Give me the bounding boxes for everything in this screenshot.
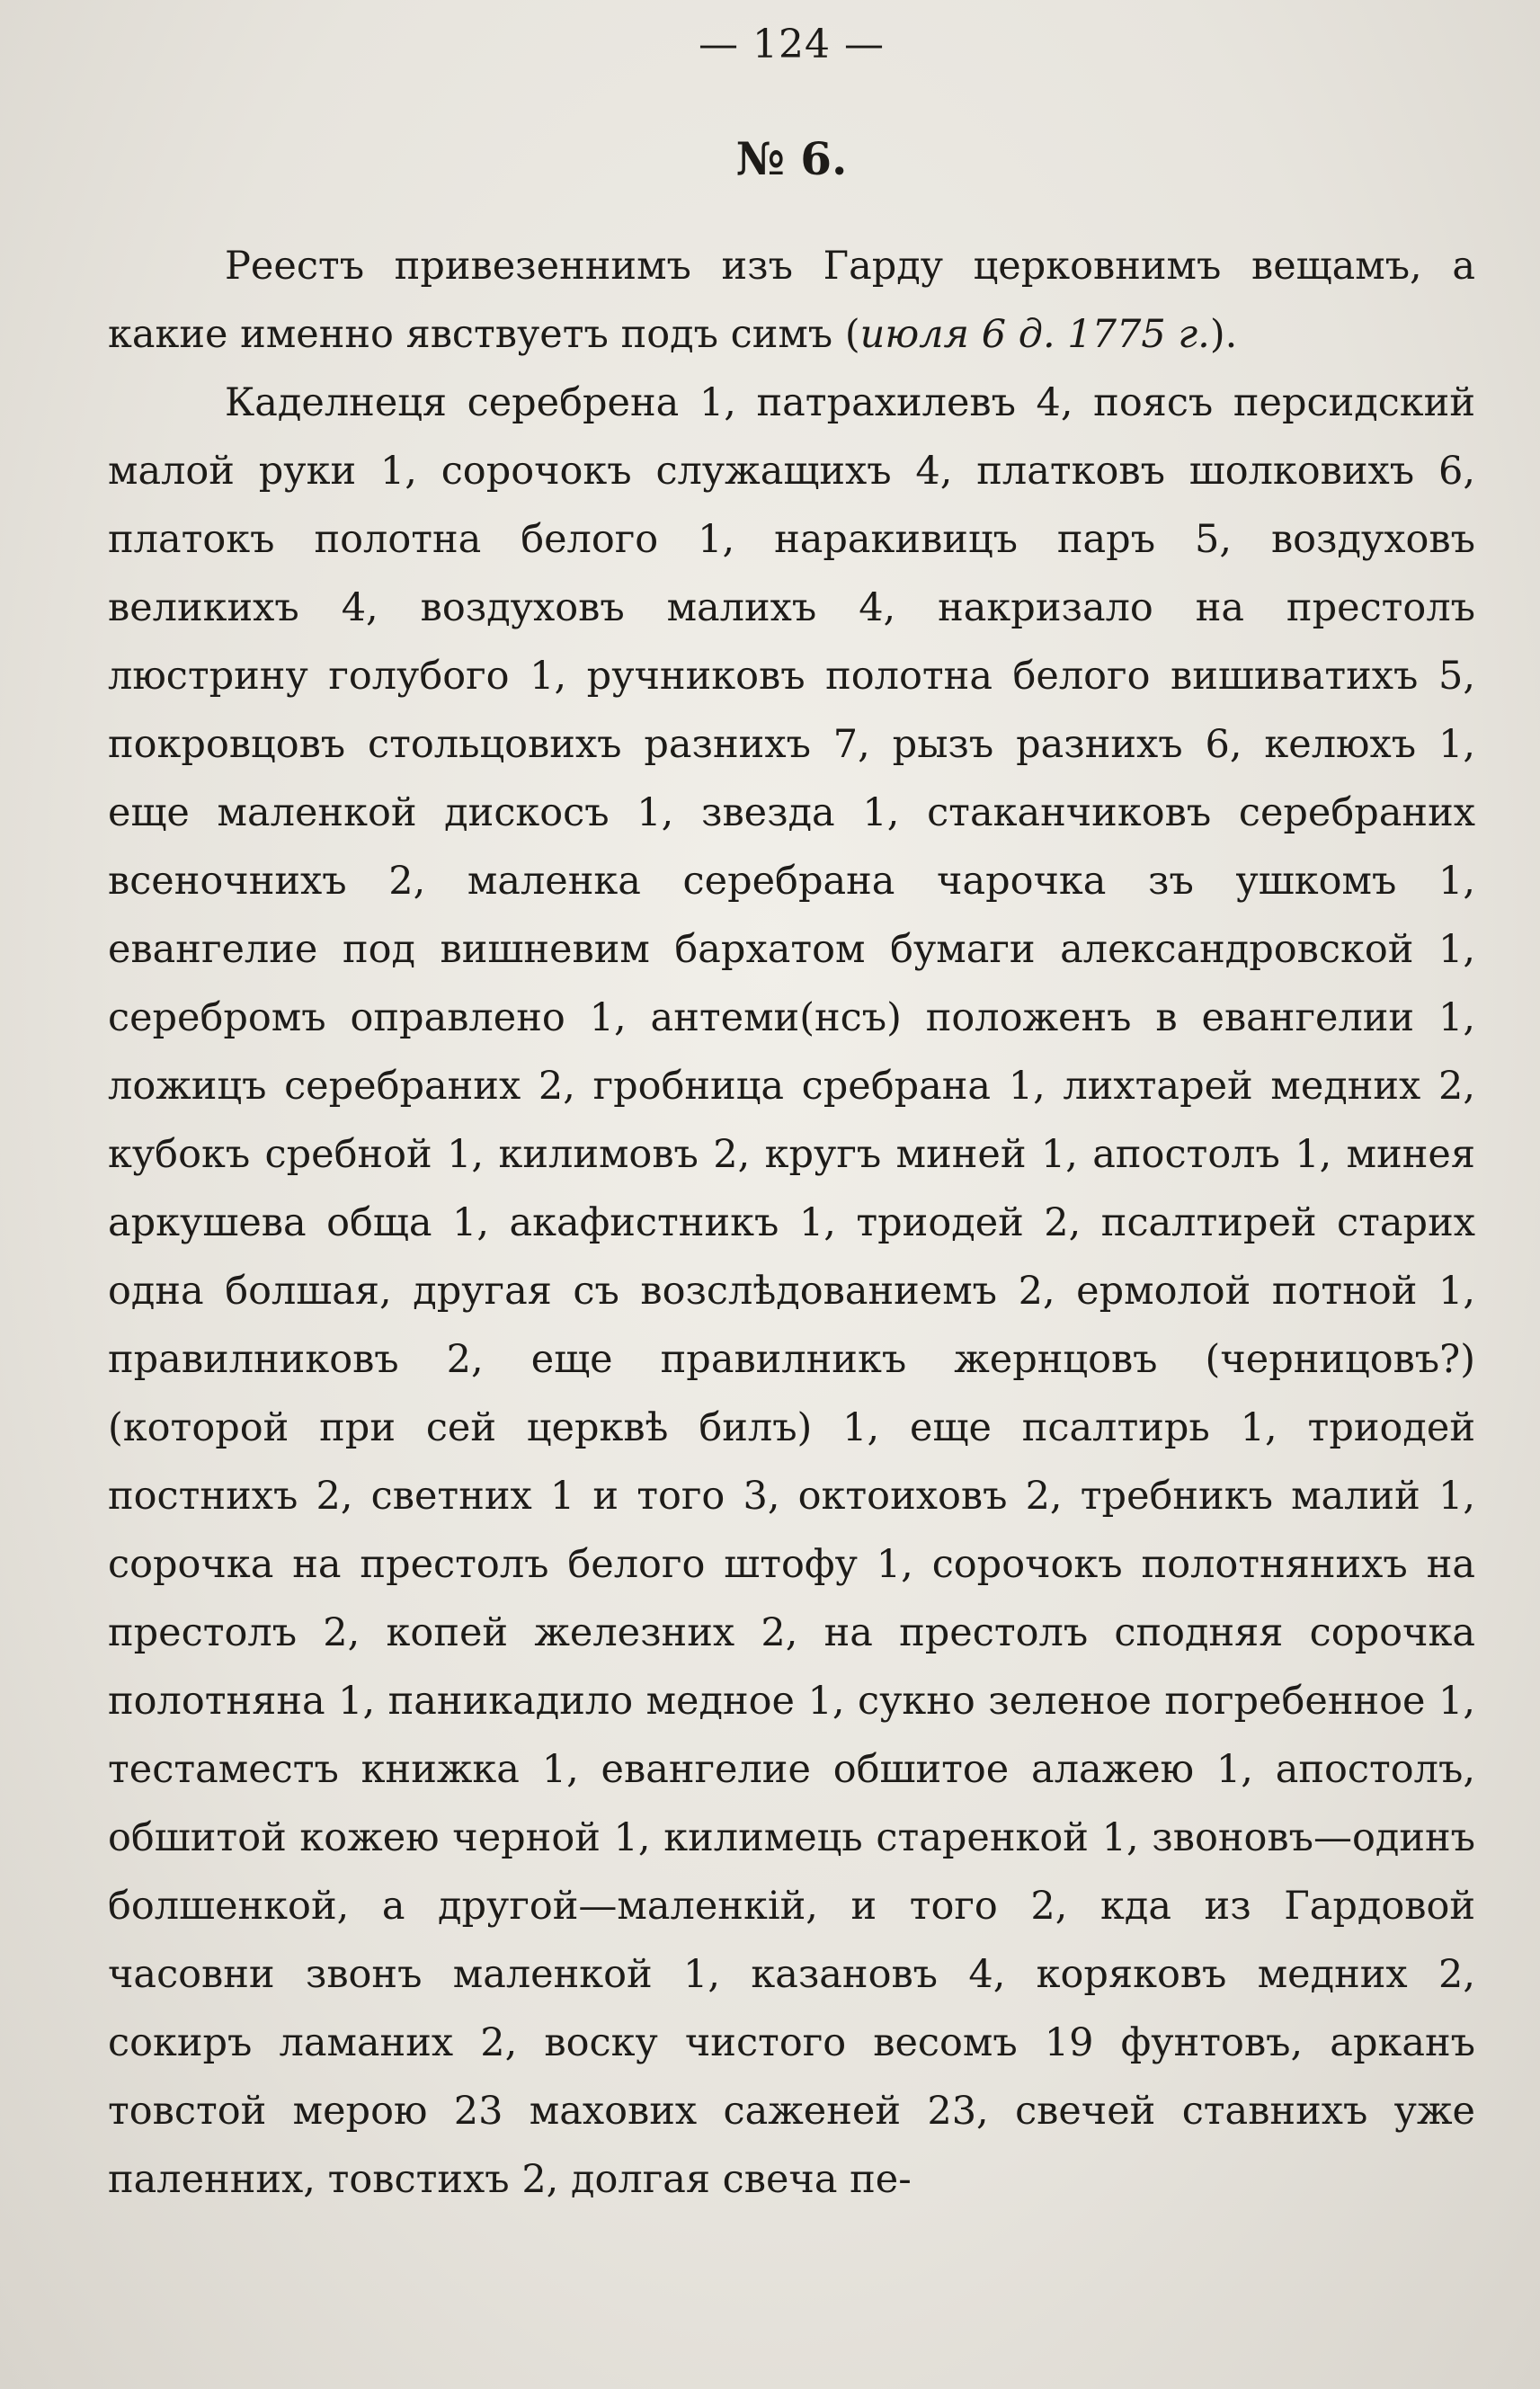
document-body xyxy=(108,232,1475,2214)
register-heading-close: ). xyxy=(1209,312,1238,357)
document-number: № 6. xyxy=(735,132,848,185)
register-heading-text: Реестъ привезеннимъ изъ Гарду церковнимъ вещамъ, а какие именно явствуетъ подъ симъ ( xyxy=(108,244,1475,357)
page-number: — 124 — xyxy=(699,22,885,67)
register-date: июля 6 д. 1775 г. xyxy=(859,312,1210,357)
inventory-paragraph: Каделнеця серебрена 1, патрахилевъ 4, поясъ персидский малой руки 1, сорочокъ служащихъ 4, платковъ шолковихъ 6, платокъ полотна белого 1, наракивицъ паръ 5, воздуховъ великихъ 4, воздуховъ малихъ 4, накризало на престолъ люстрину голубого 1, ручниковъ полотна белого вишиватихъ 5, покровцовъ стольцовихъ разнихъ 7, рызъ разнихъ 6, келюхъ 1, еще маленкой дискосъ 1, звезда 1, стаканчиковъ серебраних всеночнихъ 2, маленка серебрана чарочка зъ ушкомъ 1, евангелие под вишневим бархатом бумаги александровской 1, серебромъ оправлено 1, антеми(нсъ) положенъ в евангелии 1, ложицъ серебраних 2, гробница сребрана 1, лихтарей медних 2, кубокъ сребной 1, килимовъ 2, кругъ миней 1, апостолъ 1, минея аркушева обща 1, акафистникъ 1, триодей 2, псалтирей старих одна болшая, другая съ возслѣдованиемъ 2, ермолой потной 1, правилниковъ 2, еще правилникъ жернцовъ (черницовъ?) (которой при сей церквѣ билъ) 1, еще псалтирь 1, триодей постнихъ 2, светних 1 и того 3, октоиховъ 2, требникъ малий 1, сорочка на престолъ белого штофу 1, сорочокъ полотнянихъ на престолъ 2, копей железних 2, на престолъ сподняя сорочка полотняна 1, паникадило медное 1, сукно зеленое погребенное 1, тестаместъ книжка 1, евангелие обшитое алажею 1, апостолъ, обшитой кожею черной 1, килимець старенкой 1, звоновъ—одинъ болшенкой, а другой—маленкій, и того 2, кда из Гардовой часовни звонъ маленкой 1, казановъ 4, коряковъ медних 2, сокиръ ламаних 2, воску чистого весомъ 19 фунтовъ, арканъ товстой мерою 23 махових саженей 23, свечей ставнихъ уже паленних, товстихъ 2, долгая свеча пе- xyxy=(108,380,1475,2202)
register-heading-paragraph xyxy=(108,232,1475,369)
